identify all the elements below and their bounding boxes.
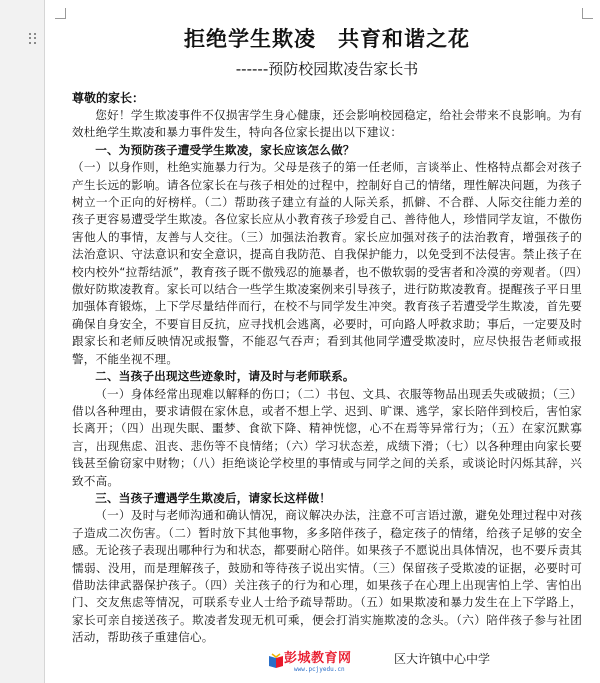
section-1-body: （一）以身作则，杜绝实施暴力行为。父母是孩子的第一任老师，言谈举止、性格特点都会对孩子产生长远的影响。请各位家长在与孩子相处的过程中，控制好自己的情绪，理性解决问题，为孩子树立一个正向的好榜样。（二）帮助孩子建立有益的人际关系，抓僻、不合群、人际交往能力差的孩子更容易遭受学生欺凌。各位家长应从小教育孩子珍爱自己、善待他人，珍惜同学友谊，不傲伤害他人的事情，友善与人交往。（三）加强法治教育。家长应加强对孩子的法治教育，增强孩子的法治意识、守法意识和安全意识，提高自我防范、自我保护能力，以免受到不法侵害。禁止孩子在校内校外“拉帮结派”，教育孩子既不傲残忍的施暴者，也不傲软弱的受害者和冷漠的旁观者。（四）傲好防欺凌教育。家长可以结合一些学生欺凌案例来引导孩子，进行防欺凌教育。提醒孩子平日里加强体育锻炼，上下学尽量结伴而行，在校不与同学发生冲突。教育孩子若遭受学生欺凌，首先要确保自身安全，不要盲目反抗，应寻找机会逃离，必要时，可向路人呼救求助；事后，一定要及时跟家长和老师反映情况或报警，不能忍气吞声；看到其他同学遭受欺凌时，应尽快报告老师或报警，不能坐视不理。 [72,160,582,366]
salutation: 尊敬的家长： [72,91,145,105]
footer [268,651,490,673]
document-content [72,20,582,647]
title-part-2: 共育和谐之花 [338,27,470,51]
book-logo-icon [268,653,284,669]
title-part-1: 拒绝学生欺凌 [184,27,316,51]
drag-handle-icon[interactable] [29,33,37,45]
intro-paragraph: 您好！学生欺凌事件不仅损害学生身心健康，还会影响校园稳定，给社会带来不良影响。为有效杜绝学生欺凌和暴力事件发生，特向各位家长提出以下建议： [72,108,582,140]
section-2-body: （一）身体经常出现难以解释的伤口；（二）书包、文具、衣服等物品出现丢失或破损；（三）借以各种理由，要求请假在家休息，或者不想上学、迟到、旷课、逃学，家长陪伴到校后，害怕家长离开；（四）出现失眠、噩梦、食欲下降、精神恍惚，心不在焉等异常行为；（五）在家沉默寡言，出现焦虑、沮丧、悲伤等不良情绪；（六）学习状态差，成绩下滑；（七）以各种理由向家长要钱甚至偷窃家中财物；（八）拒绝谈论学校里的事情或与同学之间的关系，或谈论时闪烁其辞，兴致不高。 [72,386,582,488]
document-subtitle: ------预防校园欺凌告家长书 [235,60,419,78]
page-corner-mark [55,8,66,19]
section-3-body: （一）及时与老师沟通和确认情况，商议解决办法，注意不可言语过激，避免处理过程中对孩子造成二次伤害。（二）暂时放下其他事物，多多陪伴孩子，稳定孩子的情绪，给孩子足够的安全感。无论孩子表现出哪种行为和状态，都要耐心陪伴。如果孩子不愿说出具体情况，也不要斥责其懦弱、没用，而是理解孩子，鼓励和等待孩子说出实情。（三）保留孩子受欺凌的证据，必要时可借助法律武器保护孩子。（四）关注孩子的行为和心理，如果孩子在心理上出现害怕上学、害怕出门、交友焦虑等情况，可联系专业人士给予疏导帮助。（五）如果欺凌和暴力发生在上下学路上，家长可亲自接送孩子。欺凌者发现无机可乘，便会打消实施欺凌的念头。（六）陪伴孩子参与社团活动，帮助孩子重建信心。 [72,508,582,645]
section-2-heading: 二、当孩子出现这些迹象时，请及时与老师联系。 [95,369,355,384]
section-1-heading: 一、为预防孩子遭受学生欺凌，家长应该怎么做？ [95,142,355,157]
brand-url: www.pcjyedu.cn [294,666,345,673]
school-name: 区大许镇中心中学 [394,652,491,666]
document-title [72,24,582,54]
brand-name: 彭城教育网 [284,651,352,666]
section-3-heading: 三、当孩子遭遇学生欺凌后，请家长这样做！ [95,490,332,505]
site-logo [268,651,396,675]
page-corner-mark [582,8,593,19]
